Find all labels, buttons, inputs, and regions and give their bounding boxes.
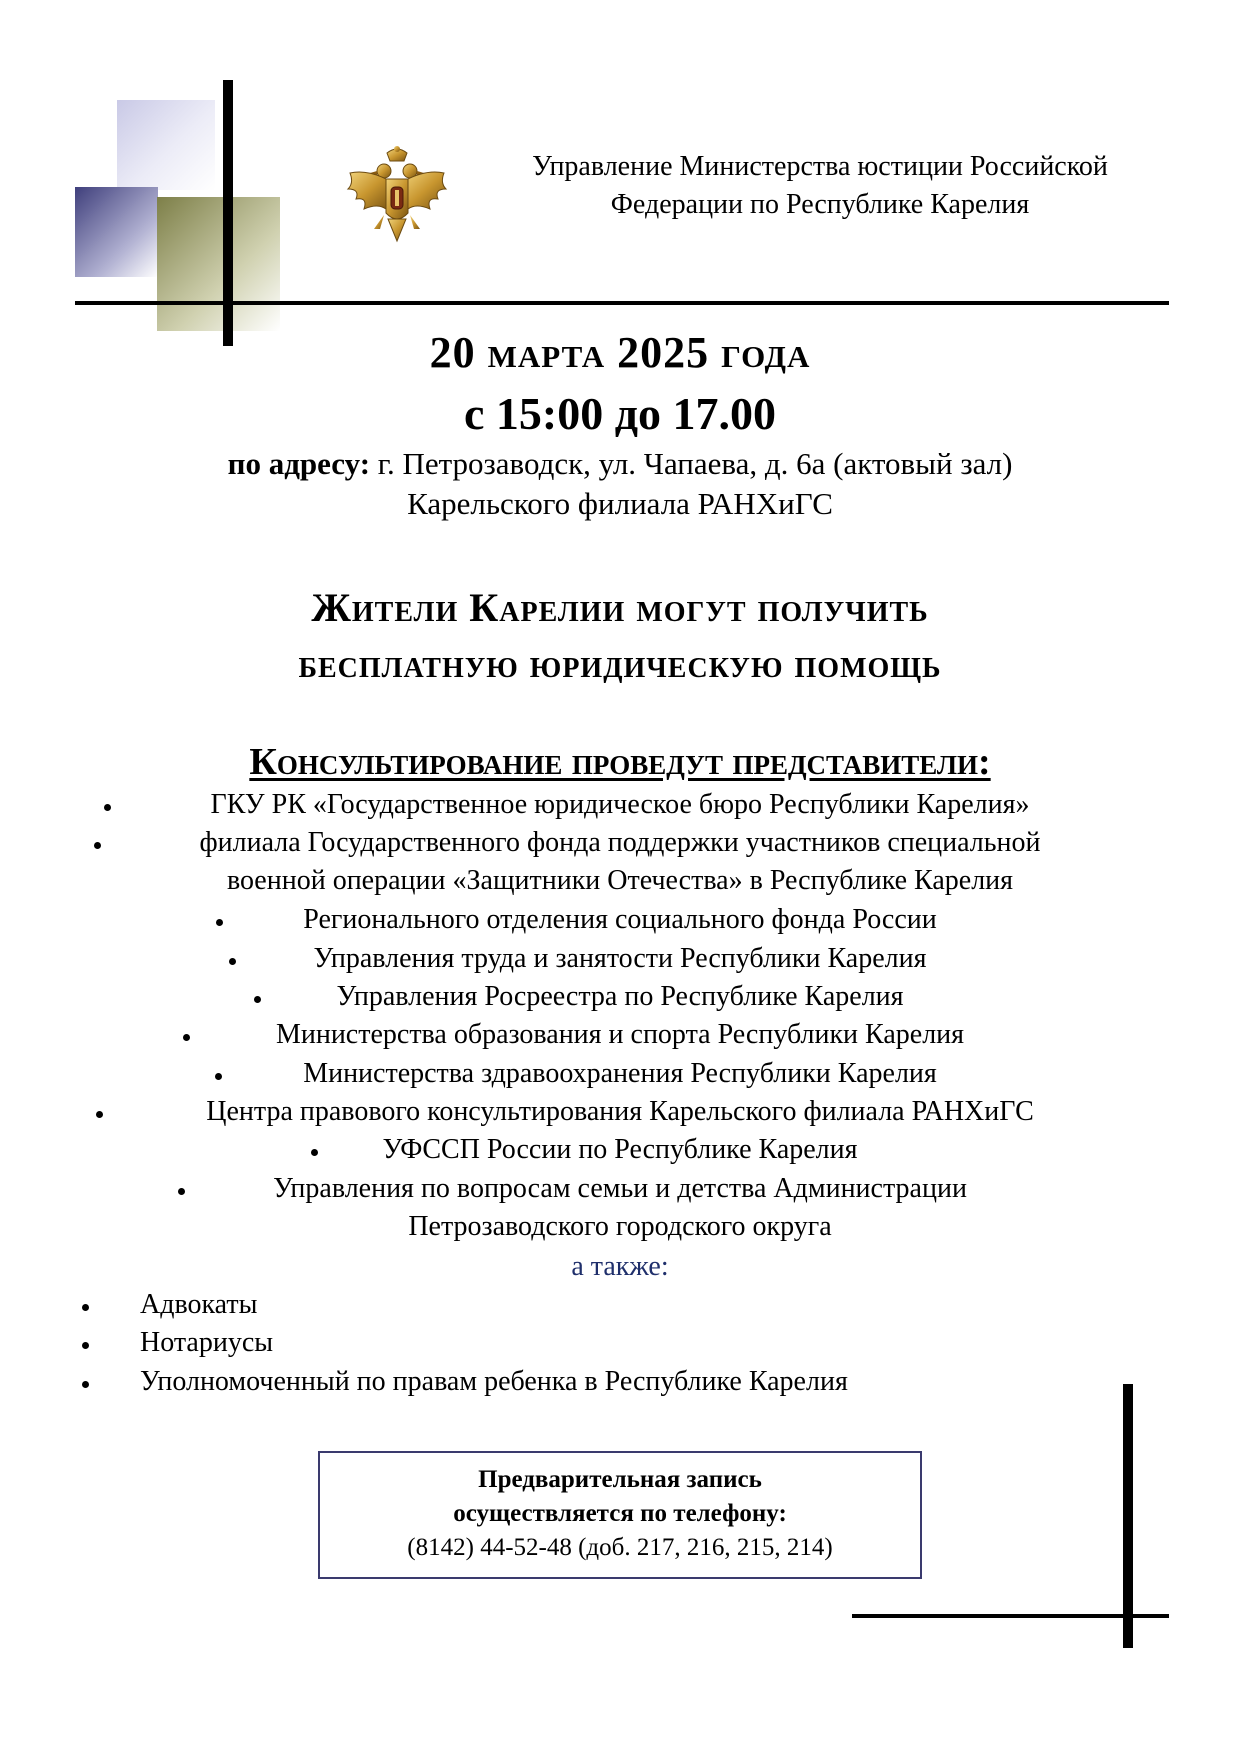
list-item: Уполномоченный по правам ребенка в Республике Карелия bbox=[140, 1366, 848, 1397]
list-item: Центра правового консультирования Карельского филиала РАНХиГС bbox=[206, 1096, 1034, 1127]
list-item: Управления Росреестра по Республике Карелия bbox=[336, 981, 904, 1012]
list-item: Адвокаты bbox=[140, 1289, 258, 1320]
event-date bbox=[0, 323, 1240, 383]
list-item: Министерства здравоохранения Республики Карелия bbox=[303, 1058, 937, 1089]
headline-line-1: Жители Карелии могут получить bbox=[311, 585, 929, 630]
list-item: Министерства образования и спорта Республики Карелия bbox=[275, 1019, 965, 1050]
event-address bbox=[0, 444, 1240, 524]
decor-horizontal-line-bottom bbox=[852, 1614, 1169, 1618]
bullet-icon bbox=[82, 1304, 89, 1311]
address-line-1 bbox=[0, 444, 1240, 484]
event-time: с 15:00 до 17.00 bbox=[463, 388, 776, 439]
organization-line-1: Управление Министерства юстиции Российской bbox=[532, 151, 1108, 182]
decor-square-lavender bbox=[117, 100, 215, 190]
list-item: Нотариусы bbox=[140, 1327, 274, 1358]
bullet-icon bbox=[82, 1381, 89, 1388]
list-item-continuation: Петрозаводского городского округа bbox=[408, 1211, 832, 1242]
address-text: г. Петрозаводск, ул. Чапаева, д. 6а (актовый зал) bbox=[370, 446, 1013, 481]
headline bbox=[0, 580, 1240, 692]
list-item: Регионального отделения социального фонда России bbox=[303, 904, 937, 935]
list-item-continuation: военной операции «Защитники Отечества» в Республике Карелия bbox=[226, 865, 1014, 896]
decor-square-navy bbox=[75, 187, 158, 277]
registration-line-1: Предварительная запись bbox=[478, 1466, 762, 1493]
decor-vertical-bar-top bbox=[223, 80, 233, 346]
event-date-text: 20 марта 2025 года bbox=[429, 328, 811, 377]
double-headed-eagle-emblem-icon bbox=[340, 143, 454, 253]
list-item: ГКУ РК «Государственное юридическое бюро Республики Карелия» bbox=[210, 789, 1030, 820]
decor-square-olive bbox=[157, 197, 280, 331]
list-item: УФССП России по Республике Карелия bbox=[382, 1134, 858, 1165]
headline-line-2: бесплатную юридическую помощь bbox=[298, 641, 942, 686]
list-item: Управления труда и занятости Республики Карелия bbox=[313, 943, 927, 974]
header-divider-line bbox=[75, 301, 1169, 305]
organization-name bbox=[470, 148, 1170, 224]
registration-phone: (8142) 44-52-48 (доб. 217, 216, 215, 214) bbox=[407, 1534, 833, 1561]
organization-line-2: Федерации по Республике Карелия bbox=[610, 189, 1030, 220]
also-label: а также: bbox=[571, 1251, 669, 1282]
consultants-heading: Консультирование проведут представители: bbox=[249, 741, 991, 783]
address-line-2: Карельского филиала РАНХиГС bbox=[407, 486, 833, 521]
decor-vertical-bar-bottom bbox=[1123, 1384, 1133, 1648]
registration-box bbox=[318, 1451, 922, 1579]
list-item: филиала Государственного фонда поддержки участников специальной bbox=[199, 827, 1041, 858]
bullet-icon bbox=[82, 1342, 89, 1349]
registration-line-2: осуществляется по телефону: bbox=[453, 1500, 787, 1527]
list-item: Управления по вопросам семьи и детства Администрации bbox=[273, 1173, 967, 1204]
address-label: по адресу: bbox=[227, 446, 371, 481]
